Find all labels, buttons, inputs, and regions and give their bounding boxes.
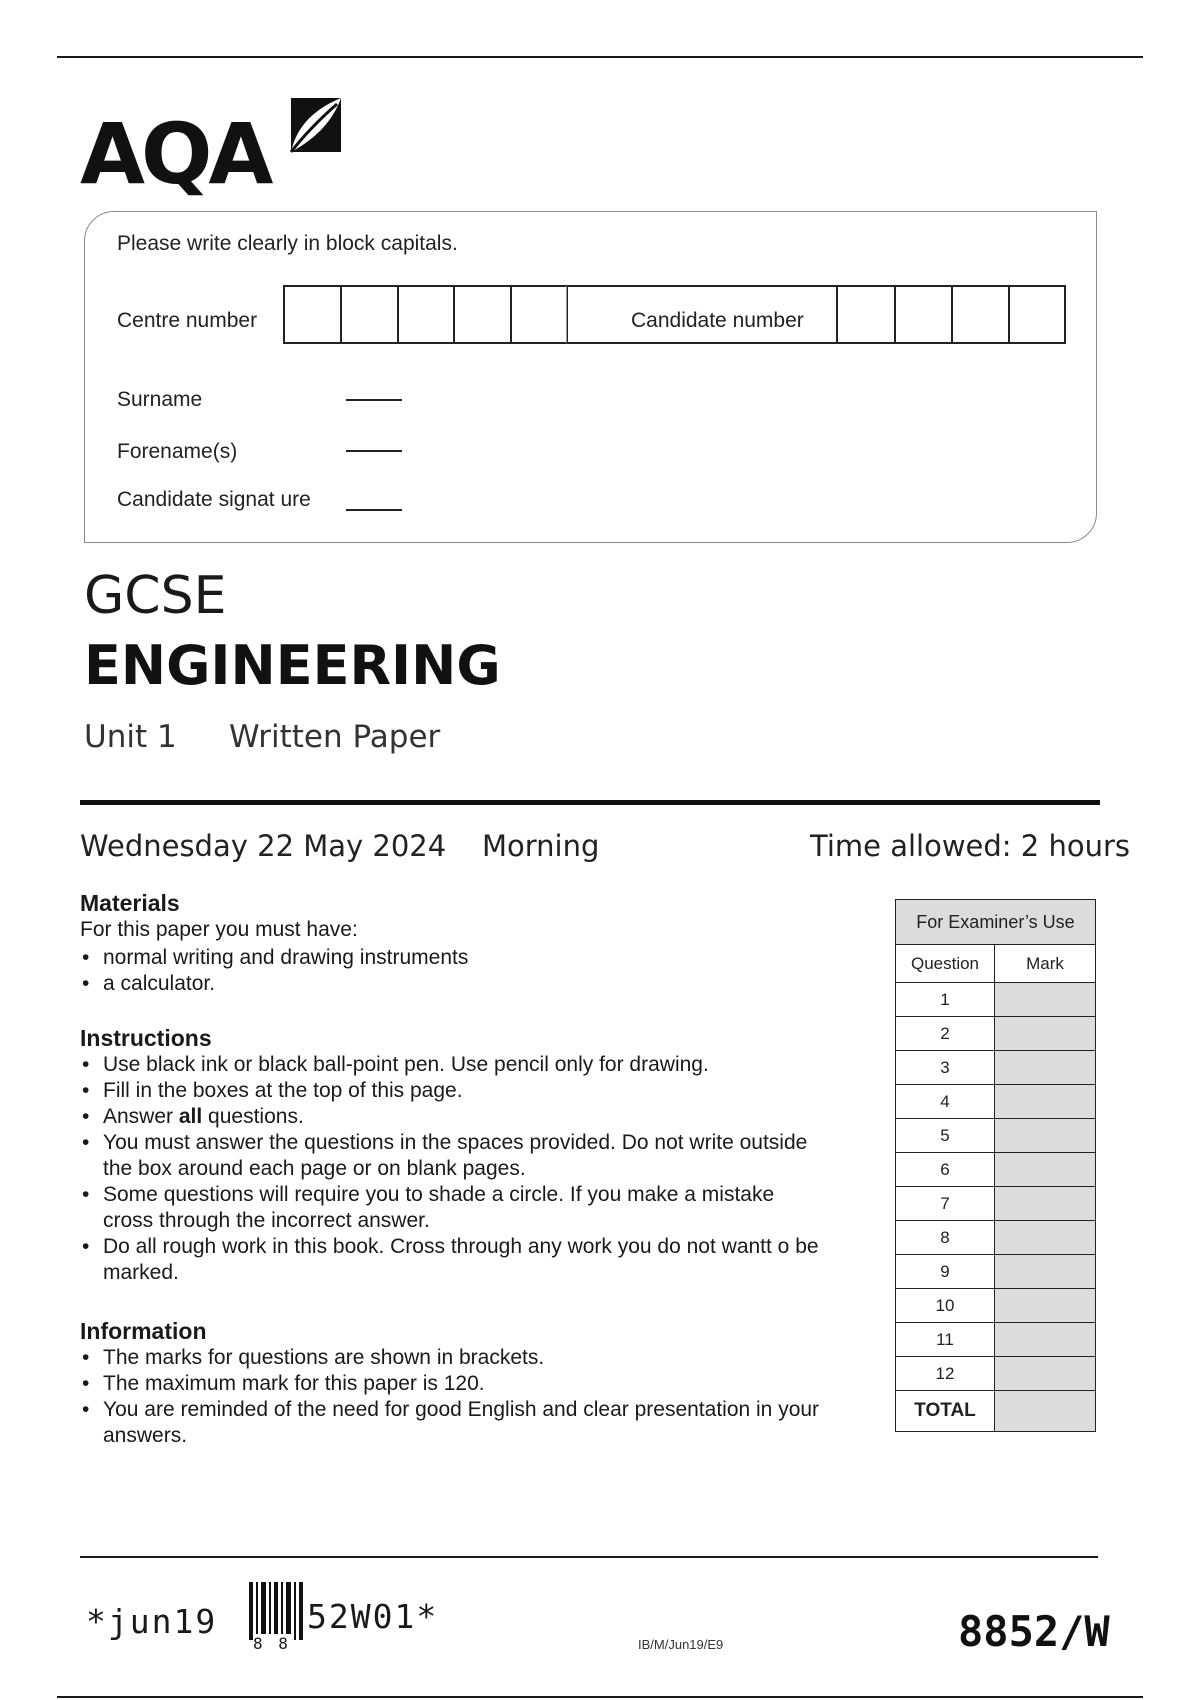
forenames-label: Forename(s) bbox=[117, 440, 238, 463]
total-label: TOTAL bbox=[896, 1391, 995, 1432]
table-row bbox=[896, 1289, 1096, 1323]
forenames-field[interactable] bbox=[346, 450, 402, 452]
instructions-heading: Instructions bbox=[80, 1025, 212, 1051]
total-mark-cell[interactable] bbox=[995, 1391, 1096, 1432]
table-row bbox=[896, 1017, 1096, 1051]
examiners-table-body bbox=[896, 983, 1096, 1391]
top-rule bbox=[57, 56, 1143, 58]
emphasis-text: all bbox=[178, 1105, 203, 1128]
list-item: • Fill in the boxes at the top of this page. bbox=[80, 1078, 820, 1104]
subject-title: ENGINEERING bbox=[84, 634, 501, 697]
leaf-icon bbox=[287, 94, 345, 156]
list-item: • Use black ink or black ball-point pen. Use pencil only for drawing. bbox=[80, 1052, 820, 1078]
mark-cell[interactable] bbox=[995, 1085, 1096, 1119]
table-row bbox=[896, 1221, 1096, 1255]
mark-column-header: Mark bbox=[995, 945, 1096, 983]
aqa-logo bbox=[80, 104, 350, 203]
qualification-title: GCSE bbox=[84, 566, 227, 626]
table-row bbox=[896, 1085, 1096, 1119]
table-row bbox=[896, 1119, 1096, 1153]
list-item: • Some questions will require you to shade a circle. If you make a mistake cross through the incorrect answer. bbox=[80, 1182, 820, 1234]
table-row bbox=[896, 983, 1096, 1017]
mark-cell[interactable] bbox=[995, 1153, 1096, 1187]
list-item: • The maximum mark for this paper is 120. bbox=[80, 1371, 870, 1397]
barcode-digits: 8 8 bbox=[253, 1634, 291, 1653]
table-row bbox=[896, 1255, 1096, 1289]
mark-cell[interactable] bbox=[995, 1017, 1096, 1051]
mark-cell[interactable] bbox=[995, 1255, 1096, 1289]
table-row bbox=[896, 1187, 1096, 1221]
materials-list bbox=[80, 945, 840, 997]
question-number: 5 bbox=[896, 1119, 995, 1153]
time-allowed: Time allowed: 2 hours bbox=[810, 829, 1130, 863]
mark-cell[interactable] bbox=[995, 1119, 1096, 1153]
block-capitals-instruction: Please write clearly in block capitals. bbox=[117, 232, 458, 255]
information-heading: Information bbox=[80, 1318, 207, 1344]
list-item: • normal writing and drawing instruments bbox=[80, 945, 840, 971]
table-row bbox=[896, 1357, 1096, 1391]
information-list bbox=[80, 1345, 870, 1449]
mark-cell[interactable] bbox=[995, 1187, 1096, 1221]
mark-cell[interactable] bbox=[995, 983, 1096, 1017]
question-column-header: Question bbox=[896, 945, 995, 983]
question-number: 10 bbox=[896, 1289, 995, 1323]
centre-number-cell[interactable] bbox=[397, 287, 399, 342]
candidate-number-label: Candidate number bbox=[631, 309, 804, 332]
barcode-right-text: 52W01* bbox=[307, 1597, 439, 1636]
materials-heading: Materials bbox=[80, 890, 180, 916]
surname-field[interactable] bbox=[346, 399, 402, 401]
instructions-list bbox=[80, 1052, 820, 1286]
list-text: questions. bbox=[202, 1105, 304, 1128]
paper-code: 8852/W bbox=[958, 1607, 1110, 1656]
reference-code: IB/M/Jun19/E9 bbox=[638, 1637, 724, 1652]
mark-cell[interactable] bbox=[995, 1221, 1096, 1255]
table-row bbox=[896, 1051, 1096, 1085]
list-item bbox=[80, 1104, 820, 1130]
mark-cell[interactable] bbox=[995, 1357, 1096, 1391]
signature-field[interactable] bbox=[346, 509, 402, 511]
centre-number-cell[interactable] bbox=[510, 287, 512, 342]
question-number: 4 bbox=[896, 1085, 995, 1119]
list-item: • a calculator. bbox=[80, 971, 840, 997]
unit-label: Unit 1 bbox=[84, 719, 177, 755]
examiners-use-table bbox=[895, 899, 1096, 1432]
candidate-details-box bbox=[84, 211, 1097, 543]
question-number: 2 bbox=[896, 1017, 995, 1051]
centre-number-boxes[interactable] bbox=[283, 285, 568, 344]
list-item: • The marks for questions are shown in brackets. bbox=[80, 1345, 870, 1371]
list-text: Answer bbox=[103, 1105, 179, 1128]
table-row bbox=[896, 1153, 1096, 1187]
list-item: • Do all rough work in this book. Cross through any work you do not wantt o be marked. bbox=[80, 1234, 820, 1286]
barcode-icon bbox=[249, 1582, 305, 1640]
candidate-number-label-region bbox=[566, 285, 838, 344]
surname-label: Surname bbox=[117, 388, 203, 411]
question-number: 6 bbox=[896, 1153, 995, 1187]
candidate-number-boxes[interactable] bbox=[836, 285, 1066, 344]
footer-rule bbox=[80, 1556, 1098, 1558]
mark-cell[interactable] bbox=[995, 1323, 1096, 1357]
list-item: • You are reminded of the need for good English and clear presentation in your answers. bbox=[80, 1397, 870, 1449]
centre-number-cell[interactable] bbox=[340, 287, 342, 342]
barcode-left-text: *jun19 bbox=[86, 1602, 218, 1641]
paper-label: Written Paper bbox=[229, 719, 441, 755]
examiners-use-title: For Examiner’s Use bbox=[896, 900, 1096, 945]
question-number: 12 bbox=[896, 1357, 995, 1391]
list-item: • You must answer the questions in the spaces provided. Do not write outside the box around each page or on blank pages. bbox=[80, 1130, 820, 1182]
centre-number-cell[interactable] bbox=[453, 287, 455, 342]
mark-cell[interactable] bbox=[995, 1051, 1096, 1085]
candidate-number-cell[interactable] bbox=[1008, 287, 1010, 342]
question-number: 1 bbox=[896, 983, 995, 1017]
question-number: 7 bbox=[896, 1187, 995, 1221]
question-number: 8 bbox=[896, 1221, 995, 1255]
centre-number-label: Centre number bbox=[117, 309, 258, 332]
exam-session: Morning bbox=[482, 829, 600, 863]
title-rule bbox=[80, 800, 1100, 805]
question-number: 3 bbox=[896, 1051, 995, 1085]
exam-date: Wednesday 22 May 2024 bbox=[80, 829, 447, 863]
question-number: 9 bbox=[896, 1255, 995, 1289]
signature-label: Candidate signat ure bbox=[117, 488, 311, 511]
table-row bbox=[896, 1323, 1096, 1357]
question-number: 11 bbox=[896, 1323, 995, 1357]
logo-text: AQA bbox=[80, 105, 270, 203]
bottom-rule bbox=[57, 1696, 1143, 1698]
mark-cell[interactable] bbox=[995, 1289, 1096, 1323]
materials-intro: For this paper you must have: bbox=[80, 918, 358, 941]
candidate-number-cell[interactable] bbox=[894, 287, 896, 342]
candidate-number-cell[interactable] bbox=[951, 287, 953, 342]
